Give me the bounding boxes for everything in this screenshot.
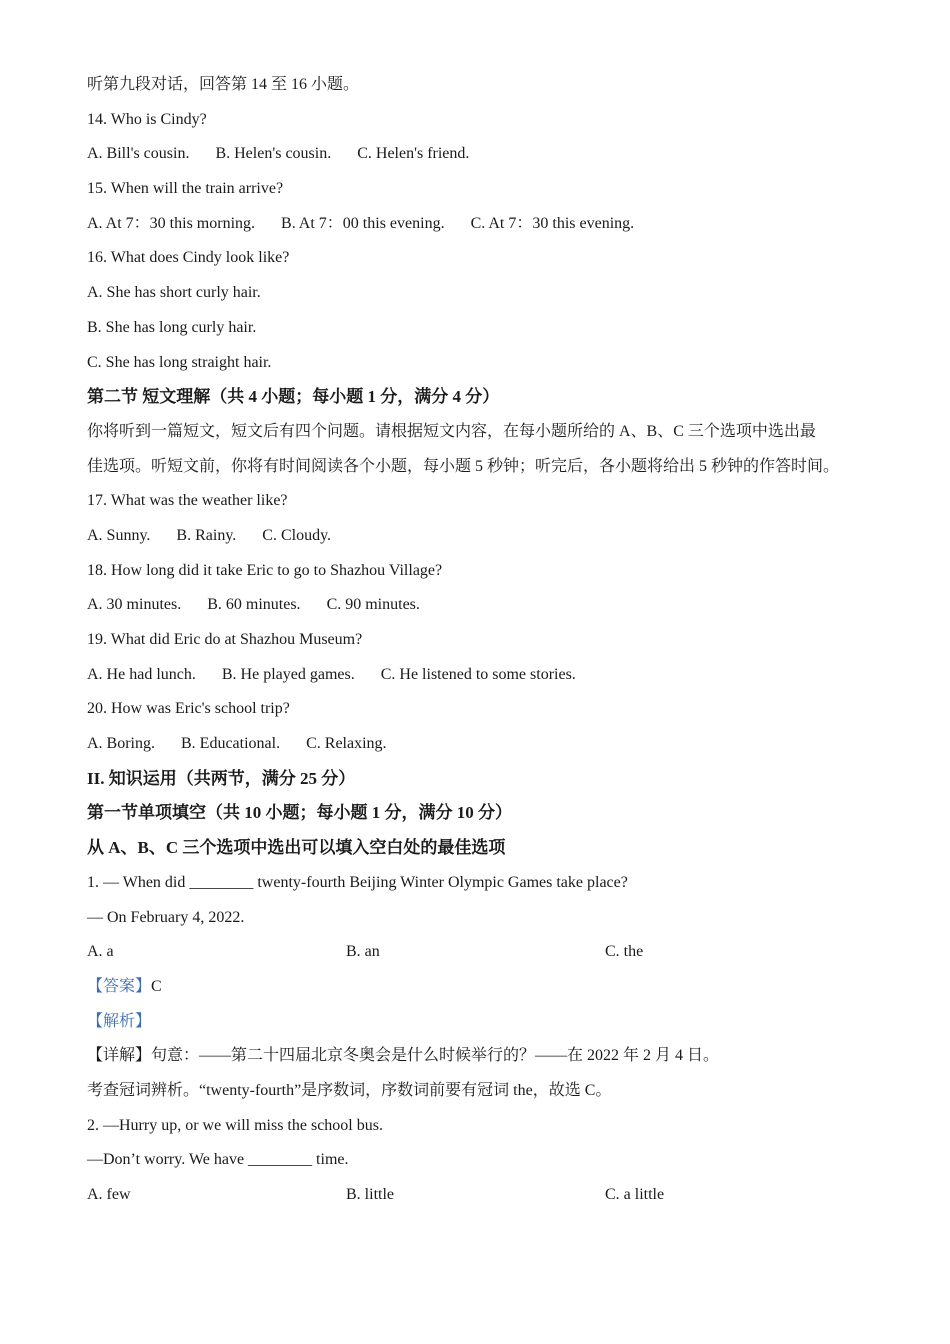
question-15: 15. When will the train arrive?	[87, 180, 284, 198]
question-19: 19. What did Eric do at Shazhou Museum?	[87, 631, 363, 648]
answer-line	[87, 970, 887, 1005]
section-title: 第一节单项填空（共 10 小题；每小题 1 分，满分 10 分）	[87, 803, 512, 823]
instructions-line-2: 佳选项。听短文前，你将有时间阅读各个小题，每小题 5 秒钟；听完后，各小题将给出 5 秒钟的作答时间。	[87, 457, 840, 475]
option-b: B. At 7：00 this evening.	[281, 214, 445, 232]
option-b: B. Educational.	[181, 735, 281, 753]
option-a: A. She has short curly hair.	[87, 284, 261, 302]
grammar-question-2-options	[87, 1178, 887, 1213]
option-c: C. Cloudy.	[262, 526, 332, 544]
analysis-tag: 【解析】	[87, 1012, 152, 1030]
option-c: C. She has long straight hair.	[87, 353, 272, 371]
grammar-question-1-reply: — On February 4, 2022.	[87, 908, 245, 926]
answer-tag: 【答案】	[87, 977, 152, 995]
option-b: B. 60 minutes.	[207, 596, 301, 614]
grammar-question-1-options	[87, 935, 887, 970]
option-b: B. an	[346, 943, 380, 961]
option-a: A. Boring.	[87, 735, 155, 753]
option-c: C. a little	[605, 1186, 665, 1203]
detail-line	[87, 1039, 887, 1074]
option-a: A. He had lunch.	[87, 665, 196, 683]
question-17-options	[87, 519, 887, 554]
option-b: B. little	[346, 1186, 394, 1203]
part-title: II. 知识运用（共两节，满分 25 分）	[87, 768, 356, 788]
question-18: 18. How long did it take Eric to go to Shazhou Village?	[87, 561, 443, 579]
grammar-question-1: 1. — When did ________ twenty-fourth Beijing Winter Olympic Games take place?	[87, 873, 628, 891]
option-a: A. a	[87, 943, 114, 961]
section-intro: 听第九段对话，回答第 14 至 16 小题。	[87, 76, 360, 93]
instructions-line-1: 你将听到一篇短文，短文后有四个问题。请根据短文内容，在每小题所给的 A、B、C 三个选项中选出最	[87, 422, 816, 440]
question-17: 17. What was the weather like?	[87, 492, 288, 510]
option-a: A. few	[87, 1186, 131, 1203]
section-title: 第二节 短文理解（共 4 小题；每小题 1 分，满分 4 分）	[87, 387, 500, 407]
explanation-line: 考查冠词辨析。“twenty-fourth”是序数词，序数词前要有冠词 the，故选 C。	[87, 1081, 612, 1099]
exam-page	[87, 68, 887, 1213]
option-c: C. Relaxing.	[306, 735, 387, 753]
option-b: B. Helen's cousin.	[215, 145, 332, 163]
grammar-question-2: 2. —Hurry up, or we will miss the school bus.	[87, 1116, 383, 1134]
grammar-question-2-reply: —Don’t worry. We have ________ time.	[87, 1151, 349, 1169]
option-a: A. Bill's cousin.	[87, 145, 190, 163]
option-c: C. He listened to some stories.	[380, 665, 576, 683]
answer-value: C	[151, 977, 162, 995]
option-c: C. the	[605, 943, 644, 961]
option-b: B. He played games.	[221, 665, 355, 683]
question-14-options	[87, 137, 887, 172]
option-c: C. At 7：30 this evening.	[470, 214, 635, 232]
detail-tag: 【详解】	[87, 1047, 152, 1065]
option-c: C. 90 minutes.	[326, 596, 420, 614]
question-20-options	[87, 727, 887, 762]
section-instructions: 从 A、B、C 三个选项中选出可以填入空白处的最佳选项	[87, 838, 506, 858]
option-a: A. At 7：30 this morning.	[87, 214, 256, 232]
option-a: A. Sunny.	[87, 526, 151, 544]
question-19-options	[87, 658, 887, 693]
option-b: B. She has long curly hair.	[87, 318, 257, 336]
detail-text: 句意：——第二十四届北京冬奥会是什么时候举行的？——在 2022 年 2 月 4 日。	[151, 1047, 720, 1065]
question-16: 16. What does Cindy look like?	[87, 249, 290, 267]
question-14: 14. Who is Cindy?	[87, 110, 207, 128]
option-a: A. 30 minutes.	[87, 596, 182, 614]
question-15-options	[87, 207, 887, 242]
option-b: B. Rainy.	[176, 526, 237, 544]
question-18-options	[87, 588, 887, 623]
question-20: 20. How was Eric's school trip?	[87, 700, 290, 718]
option-c: C. Helen's friend.	[357, 145, 470, 163]
